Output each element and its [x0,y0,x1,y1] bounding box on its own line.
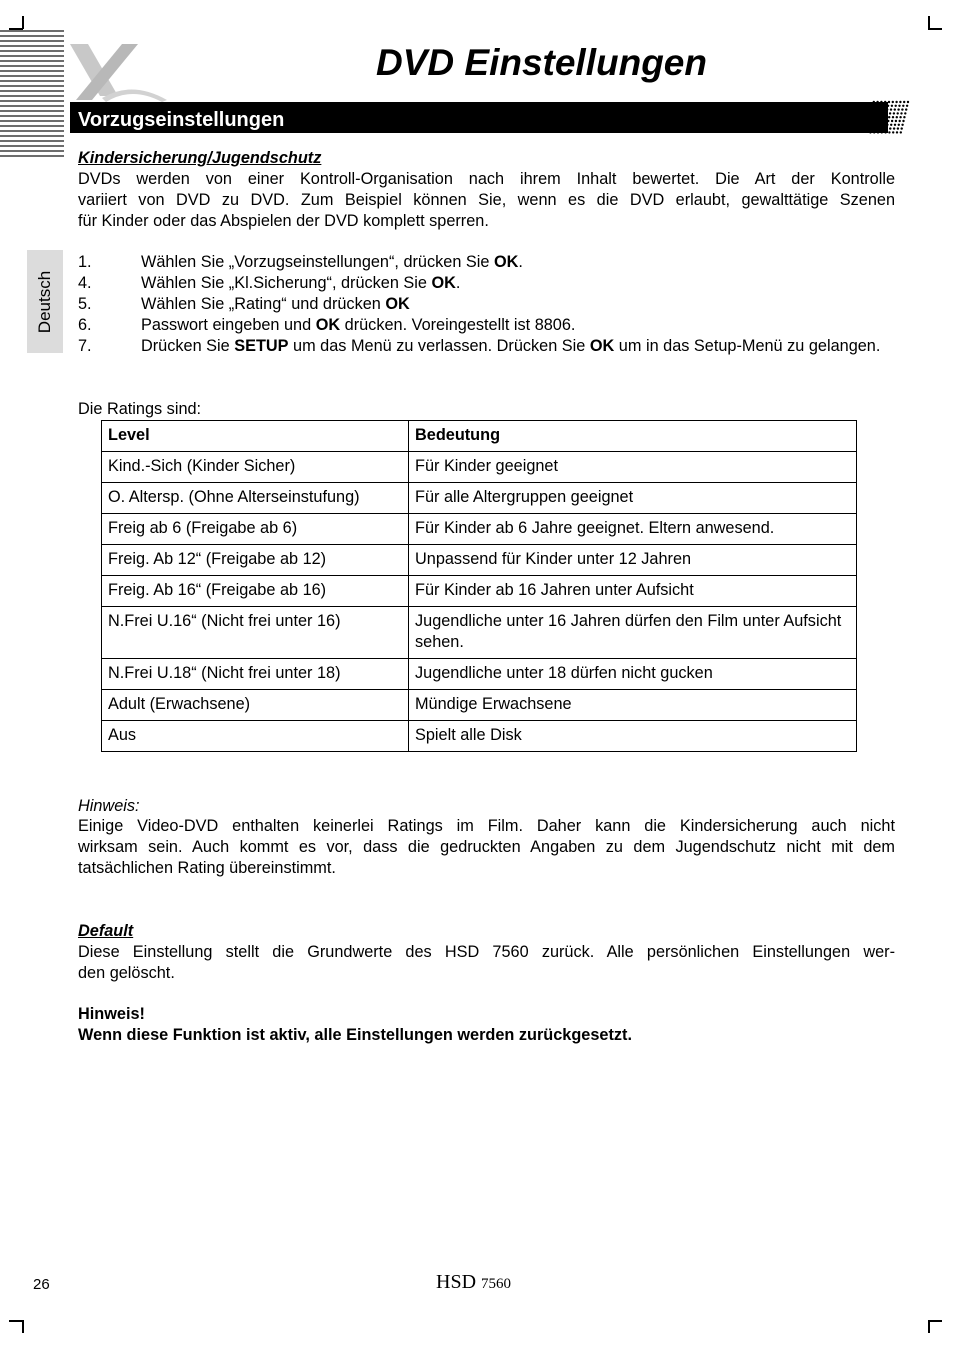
table-header-row [102,421,857,452]
rating-meaning-cell: Für Kinder ab 16 Jahren unter Aufsicht [409,576,857,607]
rating-meaning-cell: Spielt alle Disk [409,721,857,752]
note-label: Hinweis: [78,797,140,815]
default-line: den gelöscht. [78,964,175,982]
table-row [102,483,857,514]
table-header-level: Level [102,421,409,452]
rating-meaning-cell: Jugendliche unter 18 dürfen nicht gucken [409,659,857,690]
warning-text: Wenn diese Funktion ist aktiv, alle Einstellungen werden zurückgesetzt. [78,1026,632,1044]
rating-level-cell: Freig. Ab 12“ (Freigabe ab 12) [102,545,409,576]
rating-level-cell: N.Frei U.16“ (Nicht frei unter 16) [102,607,409,659]
step-text: Wählen Sie „Rating“ und drücken OK [141,295,410,313]
step-number: 7. [78,337,92,355]
language-tab-label: Deutsch [35,270,54,334]
section-title: Vorzugseinstellungen [78,109,285,131]
decorative-stripes [0,30,64,158]
default-line: Diese Einstellung stellt die Grundwerte des HSD 7560 zurück. Alle persönlichen Einstellungen wer- [78,943,895,961]
step-number: 1. [78,253,92,271]
table-row [102,607,857,659]
model-prefix: HSD [436,1271,477,1293]
rating-meaning-cell: Unpassend für Kinder unter 12 Jahren [409,545,857,576]
note-line: wirksam sein. Auch kommt es vor, dass die gedruckten Angaben zu dem Jugendschutz nicht mit dem [78,838,895,856]
table-row [102,576,857,607]
note-line: Einige Video-DVD enthalten keinerlei Ratings im Film. Daher kann die Kindersicherung auch nicht [78,817,895,835]
kindersicherung-heading: Kindersicherung/Jugendschutz [78,149,322,167]
rating-level-cell: Freig ab 6 (Freigabe ab 6) [102,514,409,545]
crop-mark-bottom-right [928,1320,942,1322]
note-line: tatsächlichen Rating übereinstimmt. [78,859,336,877]
rating-meaning-cell: Für Kinder ab 6 Jahre geeignet. Eltern anwesend. [409,514,857,545]
crop-mark-bottom-left [22,1320,24,1333]
table-row [102,690,857,721]
default-heading: Default [78,922,134,940]
page-number: 26 [33,1276,50,1293]
intro-line: DVDs werden von einer Kontroll-Organisation nach ihrem Inhalt bewertet. Die Art der Kontrolle [78,170,895,188]
rating-level-cell: Adult (Erwachsene) [102,690,409,721]
table-row [102,659,857,690]
rating-level-cell: Kind.-Sich (Kinder Sicher) [102,452,409,483]
page-title: DVD Einstellungen [376,42,707,83]
rating-meaning-cell: Für alle Altergruppen geeignet [409,483,857,514]
rating-level-cell: N.Frei U.18“ (Nicht frei unter 18) [102,659,409,690]
intro-line: variiert von DVD zu DVD. Zum Beispiel können Sie, wenn es die DVD erlaubt, gewalttätige Szenen [78,191,895,209]
table-row [102,452,857,483]
rating-meaning-cell: Mündige Erwachsene [409,690,857,721]
intro-line: für Kinder oder das Abspielen der DVD komplett sperren. [78,212,489,230]
ratings-table [101,420,857,752]
model-logo [436,1271,511,1294]
table-row [102,721,857,752]
step-number: 6. [78,316,92,334]
x-logo-icon [62,40,172,104]
dot-pattern-icon [868,100,910,136]
table-row [102,514,857,545]
ratings-intro: Die Ratings sind: [78,400,202,418]
table-header-bedeutung: Bedeutung [409,421,857,452]
crop-mark-bottom-right [928,1320,930,1333]
rating-level-cell: Aus [102,721,409,752]
step-text: Wählen Sie „Vorzugseinstellungen“, drücken Sie OK. [141,253,523,271]
step-text: Drücken Sie SETUP um das Menü zu verlassen. Drücken Sie OK um in das Setup-Menü zu gelangen. [141,337,881,355]
warning-title: Hinweis! [78,1005,145,1023]
crop-mark-top-right [928,28,942,30]
rating-meaning-cell: Für Kinder geeignet [409,452,857,483]
step-number: 4. [78,274,92,292]
step-text: Passwort eingeben und OK drücken. Voreingestellt ist 8806. [141,316,576,334]
crop-mark-bottom-left [9,1320,23,1322]
rating-level-cell: Freig. Ab 16“ (Freigabe ab 16) [102,576,409,607]
table-row [102,545,857,576]
rating-level-cell: O. Altersp. (Ohne Alterseinstufung) [102,483,409,514]
model-number: 7560 [481,1276,512,1292]
step-text: Wählen Sie „Kl.Sicherung“, drücken Sie OK. [141,274,461,292]
step-number: 5. [78,295,92,313]
rating-meaning-cell: Jugendliche unter 16 Jahren dürfen den Film unter Aufsicht sehen. [409,607,857,659]
